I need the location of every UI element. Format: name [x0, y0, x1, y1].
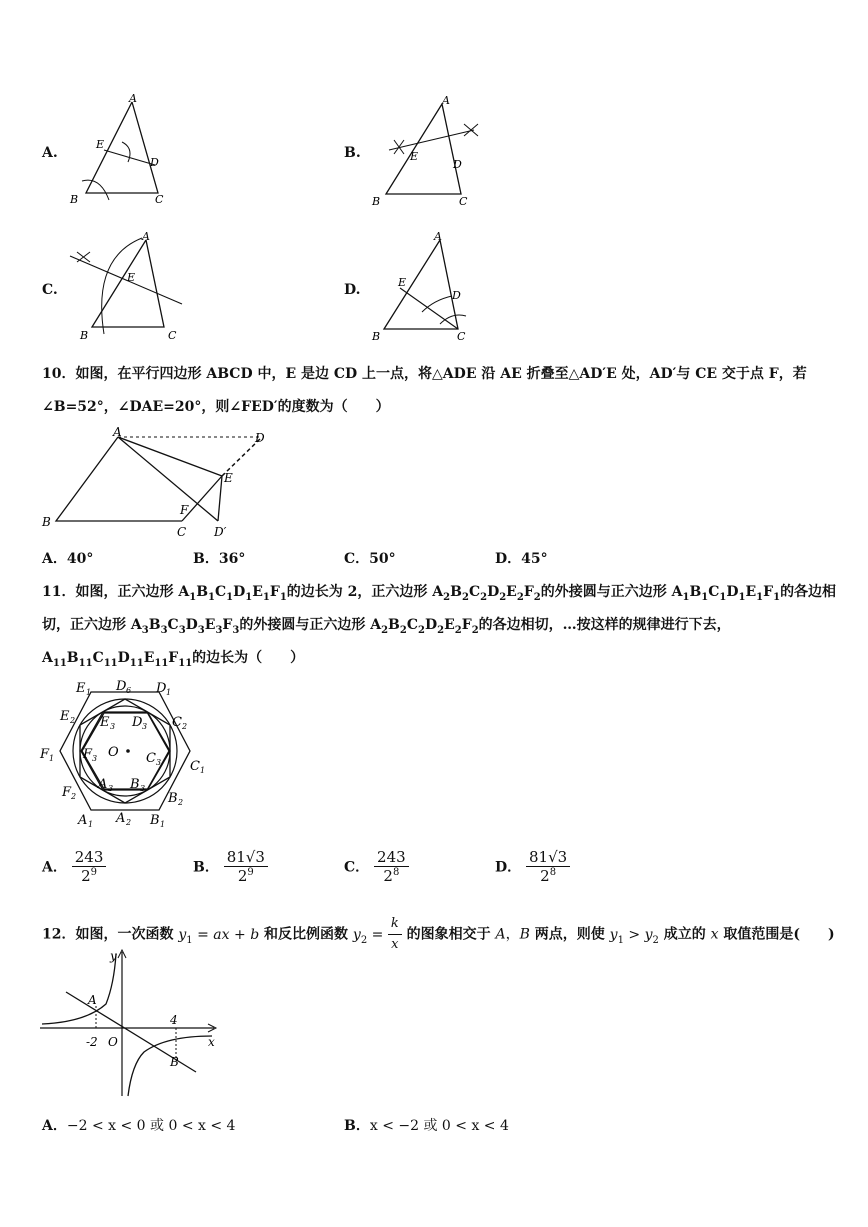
q10-option-d-letter: D．: [495, 551, 522, 567]
q9-option-b-letter: B.: [344, 145, 361, 161]
svg-text:2: 2: [71, 792, 77, 801]
q11-label-b3: B: [130, 777, 140, 792]
q11-hexagon-figure: [36, 674, 216, 832]
q10-label-c: C: [177, 525, 187, 539]
q12-option-b: [344, 1115, 509, 1135]
q11-label-d6: D: [116, 679, 127, 694]
q10-option-d-value: 45°: [521, 551, 548, 567]
q12-label-minus2: -2: [86, 1035, 98, 1049]
q9a-label-b: B: [70, 193, 79, 206]
svg-text:6: 6: [126, 686, 132, 695]
q10-option-b-letter: B．: [193, 551, 219, 567]
q11-label-a1: A: [78, 813, 88, 828]
svg-text:2: 2: [70, 716, 76, 725]
q11-option-d-num: 81√3: [526, 848, 570, 867]
q10-option-a-value: 40°: [66, 551, 94, 567]
q9b-label-c: C: [459, 195, 468, 208]
q11-option-b-num: 81√3: [224, 848, 268, 867]
q10-option-c: [344, 548, 396, 568]
q12-stem: 12．如图，一次函数 $y_1$ = ax + b 和反比例函数 $y_2$ = $\frac{k}{x}$ 的图象相交于 A，B 两点，则使 $y_1 > y_2$ 成立的 x 取值范围是( ): [42, 916, 835, 952]
q11-label-e3: E: [100, 715, 110, 730]
svg-text:1: 1: [49, 754, 55, 763]
svg-text:2: 2: [126, 818, 132, 827]
q12-label-o: O: [108, 1035, 118, 1049]
q10-label-dprime: D′: [214, 525, 227, 539]
q9a-label-a: A: [129, 92, 137, 105]
q10-figure: [36, 424, 276, 542]
q9-option-d-figure: [364, 228, 484, 346]
q10-label-b: B: [42, 515, 51, 529]
q12-label-4: 4: [170, 1013, 178, 1027]
q11-option-c-num: 243: [374, 848, 409, 867]
q11-label-f1: F: [40, 747, 50, 762]
q9c-label-c: C: [168, 329, 177, 342]
q9c-label-a: A: [142, 230, 150, 243]
q10-option-b-value: 36°: [218, 551, 246, 567]
q9d-label-e: E: [398, 276, 407, 289]
q11-label-c1: C: [190, 759, 200, 774]
q11-option-d: D． $\frac{81√3}{2^8}$: [495, 848, 570, 885]
q9c-label-b: B: [80, 329, 89, 342]
q9a-label-c: C: [155, 193, 164, 206]
q12-graph-figure: [36, 944, 226, 1104]
q11-label-c3: C: [146, 751, 156, 766]
q11-label-e2: E: [60, 709, 70, 724]
q10-label-e: E: [224, 471, 233, 485]
q11-stem-line1: 11．如图，正六边形 $A_1B_1C_1D_1E_1F_1$的边长为 2，正六边形 $A_2B_2C_2D_2E_2F_2$的外接圆与正六边形 $A_1B_1C_1D_1E_1F_1$的各边相: [42, 584, 837, 603]
q12-option-a-letter: A．: [42, 1118, 67, 1134]
q9b-label-e: E: [410, 150, 419, 163]
q10-option-d: [495, 548, 548, 568]
svg-text:3: 3: [92, 754, 98, 763]
q12-label-b: B: [170, 1055, 179, 1069]
q9b-label-d: D: [453, 158, 462, 171]
q11-label-b2: B: [168, 791, 178, 806]
svg-text:1: 1: [160, 820, 166, 829]
q11-option-a: A． $\frac{243}{2^9}$: [42, 848, 106, 885]
q9-option-c-figure: [62, 228, 192, 346]
q11-label-d1: D: [156, 681, 167, 696]
q12-label-x: x: [208, 1035, 215, 1049]
svg-text:1: 1: [166, 688, 172, 697]
q12-label-y: y: [110, 949, 117, 963]
q12-label-a: A: [88, 993, 97, 1007]
q10-label-f: F: [180, 503, 189, 517]
q10-option-c-value: 50°: [369, 551, 396, 567]
q12-option-b-letter: B．: [344, 1118, 370, 1134]
q10-option-a: [42, 548, 93, 568]
q11-label-c2: C: [172, 715, 182, 730]
q12-option-b-value: x < −2 或 0 < x < 4: [369, 1118, 509, 1134]
q11-option-c: C． $\frac{243}{2^8}$: [344, 848, 409, 885]
q10-label-d: D: [255, 431, 265, 445]
svg-text:2: 2: [178, 798, 184, 807]
q11-label-e1: E: [76, 681, 86, 696]
q10-stem-line1: 10．如图，在平行四边形 ABCD 中，E 是边 CD 上一点，将△ADE 沿 AE 折叠至△AD′E 处，AD′与 CE 交于点 F，若: [42, 366, 807, 382]
svg-text:3: 3: [140, 784, 146, 793]
svg-text:1: 1: [86, 688, 92, 697]
q9b-label-a: A: [442, 94, 450, 107]
q9-option-d-letter: D.: [344, 282, 361, 298]
q9b-label-b: B: [372, 195, 381, 208]
q11-stem-line2: 切，正六边形 $A_3B_3C_3D_3E_3F_3$的外接圆与正六边形 $A_2B_2C_2D_2E_2F_2$的各边相切，…按这样的规律进行下去，: [42, 617, 731, 636]
q10-label-a: A: [113, 425, 122, 439]
q9a-label-e: E: [96, 138, 105, 151]
q9c-label-e: E: [127, 271, 136, 284]
q9a-label-d: D: [150, 156, 159, 169]
q11-option-a-num: 243: [72, 848, 107, 867]
q11-option-b: B． $\frac{81√3}{2^9}$: [193, 848, 268, 885]
q9-option-c-letter: C.: [42, 282, 58, 298]
q10-option-c-letter: C．: [344, 551, 370, 567]
q11-label-f2: F: [62, 785, 72, 800]
q9d-label-a: A: [434, 230, 442, 243]
svg-text:3: 3: [108, 784, 114, 793]
q10-option-b: [193, 548, 245, 568]
q9d-label-d: D: [452, 289, 461, 302]
q11-label-b1: B: [150, 813, 160, 828]
q11-stem-line3: $A_{11}B_{11}C_{11}D_{11}E_{11}F_{11}$的边长为（ ）: [42, 650, 305, 669]
q11-label-f3: F: [83, 747, 93, 762]
svg-text:3: 3: [110, 722, 116, 731]
svg-text:3: 3: [142, 722, 148, 731]
q10-option-a-letter: A．: [42, 551, 67, 567]
q11-label-d3: D: [132, 715, 143, 730]
q9d-label-c: C: [457, 330, 466, 343]
q9d-label-b: B: [372, 330, 381, 343]
svg-text:2: 2: [182, 722, 188, 731]
q9-option-a-figure: [62, 90, 182, 210]
q12-option-a: [42, 1115, 235, 1135]
svg-text:1: 1: [200, 766, 206, 775]
q9-option-a-letter: A.: [42, 145, 58, 161]
q11-label-a3: A: [98, 777, 108, 792]
q12-option-a-value: −2 < x < 0 或 0 < x < 4: [66, 1118, 236, 1134]
q9-option-b-figure: [364, 90, 494, 210]
q10-stem-line2: ∠B=52°，∠DAE=20°，则∠FED′的度数为（ ）: [42, 399, 390, 415]
q11-label-o: O: [108, 745, 119, 760]
svg-text:1: 1: [88, 820, 94, 829]
svg-text:3: 3: [156, 758, 162, 767]
q11-label-a2: A: [116, 811, 126, 826]
